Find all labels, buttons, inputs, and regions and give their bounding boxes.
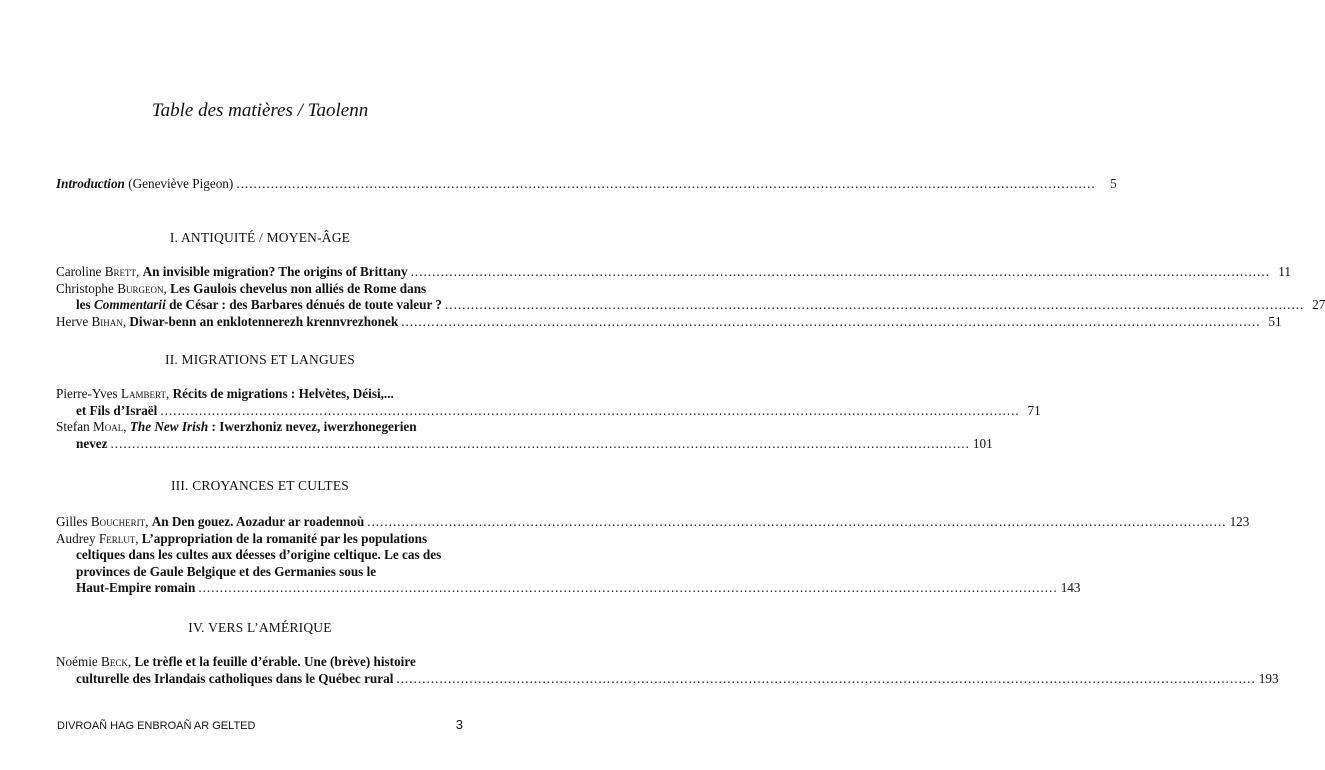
section-heading-3: III. CROYANCES ET CULTES (170, 478, 350, 493)
toc-section-4 (56, 654, 1279, 687)
folio-page-number: 3 (455, 717, 463, 732)
toc-entry-continued: culturelle des Irlandais catholiques dans le Québec rural ..... 193 (56, 671, 466, 688)
dot-leader (367, 514, 1226, 531)
author-last: Bihan (91, 313, 123, 329)
toc-entry: Gilles Boucherit, An Den gouez. Aozadur ar roadennoù ..... 123 (56, 514, 466, 531)
author-last: Moal (93, 419, 124, 434)
dot-leader (160, 403, 1019, 420)
author-last: Beck (101, 654, 128, 669)
dot-leader (111, 436, 970, 453)
toc-entry-continued: Haut-Empire romain ..... 143 (56, 580, 466, 597)
toc-entry: Audrey Ferlut, L’appropriation de la romanité par les populations (56, 530, 428, 546)
toc-entry-continued: les Commentarii de César : des Barbares dénués de toute valeur ? ..... 27 (56, 297, 466, 314)
dot-leader (411, 264, 1270, 281)
page-number: 71 (1027, 402, 1041, 418)
toc-entry-continued: celtiques dans les cultes aux déesses d’origine celtique. Le cas des (76, 547, 442, 562)
author-last: Brett (104, 264, 137, 279)
toc-entry-continued: provinces de Gaule Belgique et des Germanies sous le (76, 563, 377, 579)
entry-title: An invisible migration? The origins of Brittany (142, 264, 408, 279)
page-number: 123 (1229, 514, 1250, 529)
author-first: Stefan (56, 419, 93, 434)
entry-title: Les Gaulois chevelus non alliés de Rome dans (170, 280, 427, 296)
author-last: Boucherit (90, 514, 146, 529)
toc-introduction (56, 176, 1117, 193)
page-number: 5 (1110, 176, 1117, 191)
author-first: Christophe (56, 280, 118, 296)
page-title: Table des matières / Taolenn (151, 100, 369, 121)
page-number: 193 (1258, 670, 1279, 686)
page-number: 101 (972, 435, 993, 451)
entry-title: Diwar-benn an enklotennerezh krennvrezhonek (129, 313, 399, 329)
toc-entry: Christophe Burgeon, Les Gaulois chevelus non alliés de Rome dans (56, 280, 427, 296)
page-number: 11 (1278, 264, 1291, 279)
intro-label: Introduction (56, 176, 125, 191)
author-first: Caroline (56, 264, 105, 279)
toc-entry: Noémie Beck, Le trèfle et la feuille d’érable. Une (brève) histoire (56, 654, 416, 669)
dot-leader (236, 176, 1095, 193)
author-last: Lambert (120, 386, 166, 401)
running-footer: DIVROAÑ HAG ENBROAÑ AR GELTED (57, 720, 256, 732)
toc-line (56, 176, 1117, 193)
entry-title: Le trèfle et la feuille d’érable. Une (brève) histoire (134, 654, 416, 669)
toc-entry: Caroline Brett, An invisible migration? The origins of Brittany ..... 11 (56, 264, 466, 281)
toc-section-2 (56, 386, 1041, 452)
intro-author: (Geneviève Pigeon) (124, 176, 234, 191)
author-first: Gilles (56, 514, 91, 529)
entry-title-italic: The New Irish (129, 419, 209, 434)
entry-title: An Den gouez. Aozadur ar roadennoù (151, 514, 365, 529)
author-first: Audrey (56, 530, 99, 546)
page-number: 143 (1060, 580, 1081, 595)
entry-title: : Iwerzhoniz nevez, iwerzhonegerien (208, 419, 417, 434)
author-first: Noémie (56, 654, 102, 669)
toc-entry: Pierre-Yves Lambert, Récits de migrations : Helvètes, Déisi,... (56, 386, 394, 401)
toc-section-3 (56, 514, 1250, 597)
dot-leader (401, 314, 1260, 331)
section-heading-4: IV. VERS L’AMÉRIQUE (188, 620, 332, 635)
author-last: Burgeon (117, 280, 164, 296)
dot-leader (396, 671, 1255, 688)
toc-entry-continued: et Fils d’Israël ..... 71 (56, 403, 466, 420)
page-number: 27 (1312, 297, 1325, 312)
entry-title: Récits de migrations : Helvètes, Déisi,... (172, 386, 394, 401)
page-number: 51 (1268, 313, 1282, 329)
entry-title: L’appropriation de la romanité par les populations (141, 530, 428, 546)
author-last: Ferlut (98, 530, 136, 546)
author-first: Pierre-Yves (56, 386, 121, 401)
dot-leader (198, 580, 1057, 597)
author-first: Herve (56, 313, 92, 329)
toc-entry: Stefan Moal, The New Irish : Iwerzhoniz nevez, iwerzhonegerien (56, 419, 417, 434)
toc-section-1 (56, 264, 1325, 330)
dot-leader (445, 297, 1304, 314)
section-heading-1: I. ANTIQUITÉ / MOYEN-ÂGE (169, 230, 351, 245)
toc-entry: Herve Bihan, Diwar-benn an enklotennerezh krennvrezhonek ..... 51 (56, 314, 466, 331)
section-heading-2: II. MIGRATIONS ET LANGUES (165, 352, 355, 367)
toc-entry-continued: nevez ..... 101 (56, 436, 466, 453)
